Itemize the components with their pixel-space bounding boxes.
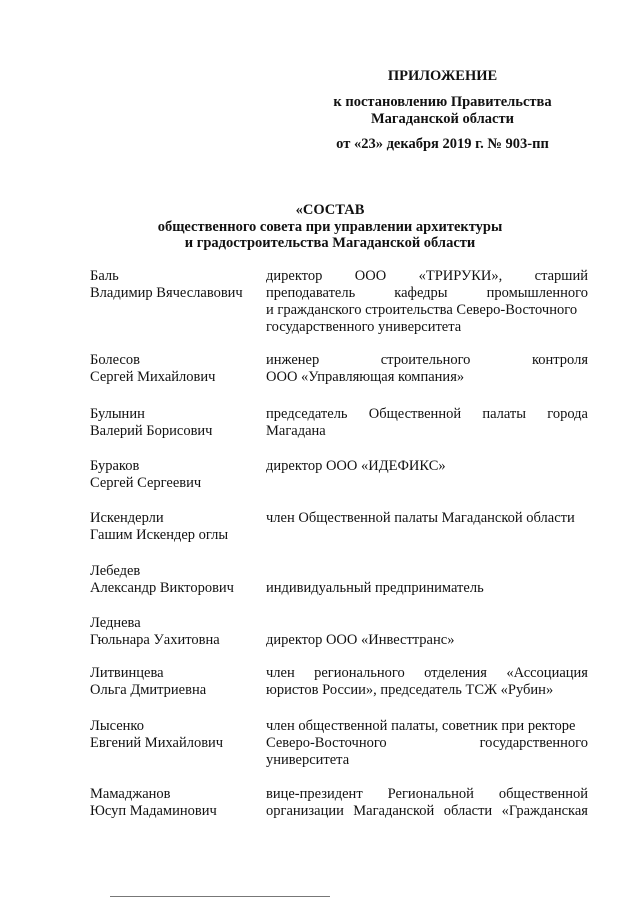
member-surname: Мамаджанов [90, 786, 171, 802]
appendix-resolution-line: к постановлению Правительства [333, 94, 552, 110]
position-word: вице-президент [266, 786, 363, 802]
member-surname: Искендерли [90, 510, 164, 526]
position-word: председатель [266, 406, 348, 422]
position-word: «ТРИРУКИ», [418, 268, 503, 284]
position-line: член общественной палаты, советник при ректоре [266, 718, 576, 734]
position-word: Общественной [368, 406, 462, 422]
position-line: ООО «Управляющая компания» [266, 369, 465, 385]
member-surname: Булынин [90, 406, 145, 422]
member-given-names: Евгений Михайлович [90, 735, 224, 751]
member-surname: Леднева [90, 615, 141, 631]
position-word: кафедры [394, 285, 448, 301]
position-word: Региональной [387, 786, 474, 802]
position-word: преподаватель [266, 285, 356, 301]
position-word: инженер [266, 352, 320, 368]
position-line [266, 268, 588, 285]
position-word: контроля [531, 352, 588, 368]
member-name [90, 458, 258, 492]
position-word: отделения [424, 665, 487, 681]
position-line: директор ООО «ИДЕФИКС» [266, 458, 446, 474]
member-surname: Литвинцева [90, 665, 164, 681]
member-given-names: Александр Викторович [90, 580, 234, 596]
position-word: промышленного [486, 285, 588, 301]
document-title: «СОСТАВ [295, 202, 365, 218]
member-given-names: Гюльнара Уахитовна [90, 632, 220, 648]
member-name [90, 510, 258, 544]
position-line: член Общественной палаты Магаданской области [266, 510, 575, 526]
position-word: «Гражданская [501, 803, 588, 819]
position-line [266, 665, 588, 682]
member-name [90, 615, 258, 649]
member-surname: Болесов [90, 352, 140, 368]
position-word: государственного [479, 735, 588, 751]
position-line [266, 285, 588, 302]
member-position [266, 665, 588, 699]
position-line: государственного университета [266, 319, 462, 335]
member-given-names: Сергей Михайлович [90, 369, 216, 385]
member-surname: Лысенко [90, 718, 144, 734]
member-position [266, 786, 588, 820]
position-word: города [547, 406, 588, 422]
member-name [90, 268, 258, 302]
member-given-names: Владимир Вячеславович [90, 285, 243, 301]
member-surname: Бураков [90, 458, 140, 474]
member-position [266, 268, 588, 336]
member-position [266, 718, 588, 769]
position-word: регионального [314, 665, 405, 681]
member-name [90, 665, 258, 699]
member-given-names: Ольга Дмитриевна [90, 682, 207, 698]
position-line [266, 786, 588, 803]
position-line [266, 803, 588, 820]
position-word: «Ассоциация [506, 665, 588, 681]
member-name [90, 563, 258, 597]
member-name [90, 352, 258, 386]
member-given-names: Юсуп Мадаминович [90, 803, 217, 819]
appendix-region-line: Магаданской области [371, 111, 514, 127]
member-surname: Баль [90, 268, 119, 284]
appendix-title: ПРИЛОЖЕНИЕ [387, 68, 498, 84]
position-word: старший [534, 268, 588, 284]
member-given-names: Сергей Сергеевич [90, 475, 202, 491]
position-line: Магадана [266, 423, 326, 439]
position-line: и гражданского строительства Северо-Восточного [266, 302, 578, 318]
position-word: организации [266, 803, 344, 819]
position-word: Северо-Восточного [266, 735, 387, 751]
position-word: общественной [498, 786, 588, 802]
member-name [90, 406, 258, 440]
position-word: Магаданской [353, 803, 435, 819]
position-word: строительного [380, 352, 471, 368]
scan-edge-line [110, 896, 330, 897]
position-line [266, 735, 588, 752]
document-subtitle-line-2: и градостроительства Магаданской области [184, 235, 476, 251]
position-word: области [443, 803, 493, 819]
document-subtitle-line-1: общественного совета при управлении архитектуры [157, 219, 503, 235]
position-line: индивидуальный предприниматель [266, 580, 484, 596]
position-word: директор [266, 268, 323, 284]
position-line: директор ООО «Инвесттранс» [266, 632, 455, 648]
member-given-names: Валерий Борисович [90, 423, 213, 439]
position-word: член [266, 665, 295, 681]
member-position [266, 580, 588, 597]
member-given-names: Гашим Искендер оглы [90, 527, 229, 543]
member-position [266, 510, 588, 527]
appendix-date-line: от «23» декабря 2019 г. № 903-пп [336, 136, 549, 152]
position-word: ООО [354, 268, 387, 284]
position-line: университета [266, 752, 350, 768]
position-line [266, 352, 588, 369]
position-line: юристов России», председатель ТСЖ «Рубин» [266, 682, 554, 698]
member-position [266, 632, 588, 649]
member-name [90, 718, 258, 752]
member-name [90, 786, 258, 820]
member-position [266, 406, 588, 440]
member-surname: Лебедев [90, 563, 141, 579]
member-position [266, 458, 588, 475]
position-word: палаты [482, 406, 527, 422]
member-position [266, 352, 588, 386]
position-line [266, 406, 588, 423]
